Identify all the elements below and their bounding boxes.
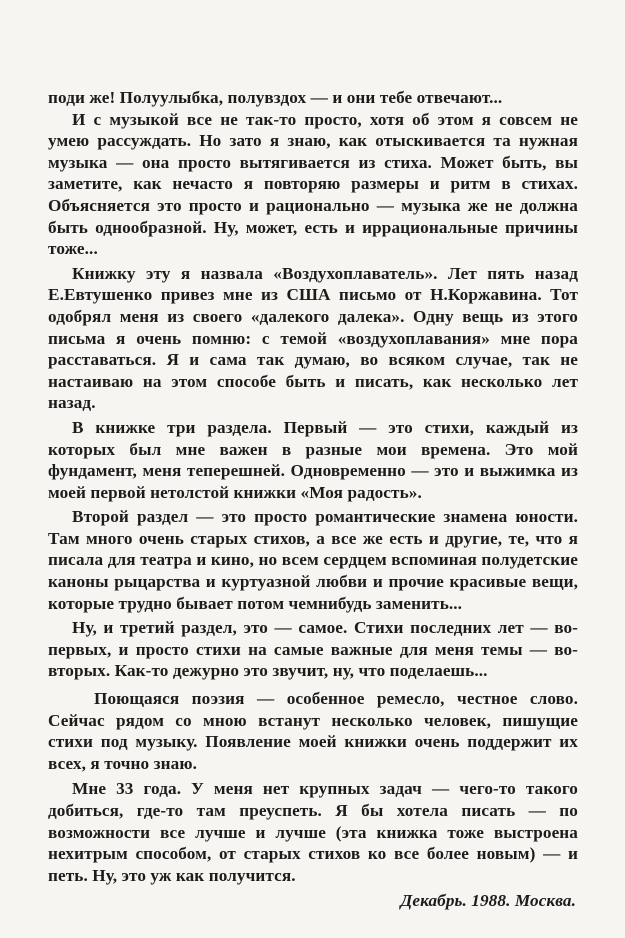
paragraph-5: Второй раздел — это просто романтические знамена юности. Там много очень старых стихов, а все же есть и другие, те, что я писала для театра и кино, но всем сердцем вспоминая полудетские каноны рыцарства и куртуазной любви и прочие красивые вещи, которые трудно бывает потом чемнибудь заменить... xyxy=(48,507,578,613)
paragraph-4: В книжке три раздела. Первый — это стихи, каждый из которых был мне важен в разные мои времена. Это мой фундамент, меня теперешней. Одновременно — это и выжимка из моей первой нетолстой книжки «Моя радость». xyxy=(48,417,578,502)
paragraph-3: Книжку эту я назвала «Воздухоплаватель». Лет пять назад Е.Евтушенко привез мне из США письмо от Н.Коржавина. Тот одобрял меня из своего «далекого далека». Одну вещь из этого письма я очень помню: с темой «воздухоплавания» мне пора расставаться. Я и сама так думаю, во всяком случае, так не настаиваю на этом способе быть и писать, как несколько лет назад. xyxy=(48,263,578,413)
page-text xyxy=(48,87,578,912)
paragraph-1: поди же! Полуулыбка, полувздох — и они тебе отвечают... xyxy=(48,88,503,107)
paragraph-2: И с музыкой все не так-то просто, хотя об этом я совсем не умею рассуждать. Но зато я знаю, как отыскивается та нужная музыка — она просто вытягивается из стиха. Может быть, вы заметите, как нечасто я повторяю размеры и ритм в стихах. Объясняется это просто и рационально — музыка же не должна быть однообразной. Ну, может, есть и иррациональные причины тоже... xyxy=(48,109,578,259)
paragraph-6: Ну, и третий раздел, это — самое. Стихи последних лет — во-первых, и просто стихи на самые важные для меня темы — во-вторых. Как-то дежурно это звучит, ну, что поделаешь... xyxy=(48,618,578,681)
paragraph-7: Поющаяся поэзия — особенное ремесло, честное слово. Сейчас рядом со мною встанут несколько человек, пишущие стихи под музыку. Появление моей книжки очень поддержит их всех, я точно знаю. xyxy=(48,689,578,773)
date-signature: Декабрь. 1988. Москва. xyxy=(400,891,576,911)
paragraph-8: Мне 33 года. У меня нет крупных задач — чего-то такого добиться, где-то там преуспеть. Я бы хотела писать — по возможности все лучше и лучше (эта книжка тоже выстроена нехитрым способом, от старых стихов ко все более новым) — и петь. Ну, это уж как получится. xyxy=(48,779,578,885)
